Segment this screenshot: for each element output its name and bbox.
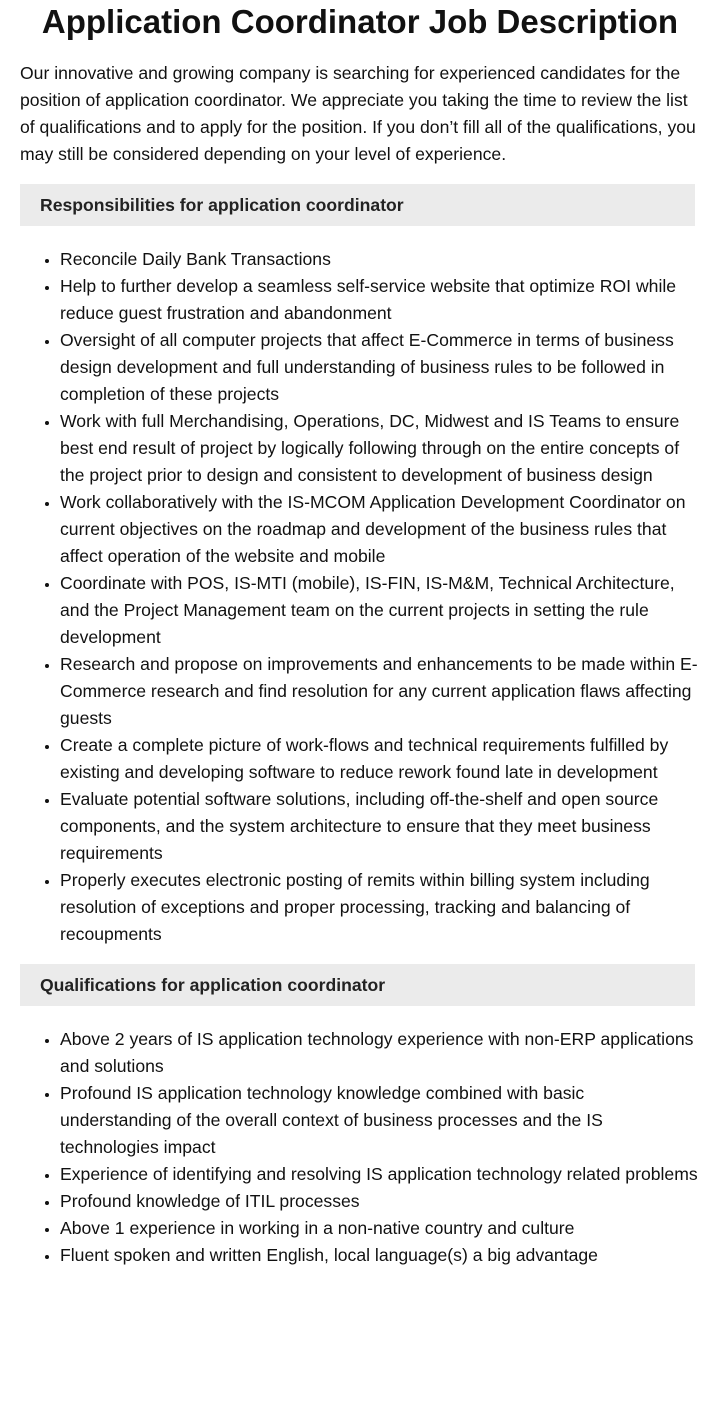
page-title: Application Coordinator Job Description (41, 3, 679, 40)
responsibilities-list (0, 246, 700, 948)
list-item: • Experience of identifying and resolving IS application technology related problems (60, 1161, 700, 1188)
list-item: • Profound knowledge of ITIL processes (60, 1188, 700, 1215)
list-item: • Properly executes electronic posting of remits within billing system including resolution of exceptions and proper processing, tracking and balancing of recoupments (60, 867, 700, 948)
qualifications-list (0, 1026, 700, 1269)
list-item: • Research and propose on improvements and enhancements to be made within E-Commerce research and find resolution for any current application flaws affecting guests (60, 651, 700, 732)
list-item: • Reconcile Daily Bank Transactions (60, 246, 700, 273)
list-item: • Coordinate with POS, IS-MTI (mobile), IS-FIN, IS-M&M, Technical Architecture, and the Project Management team on the current projects in setting the rule development (60, 570, 700, 651)
intro-paragraph: Our innovative and growing company is searching for experienced candidates for the position of application coordinator. We appreciate you taking the time to review the list of qualifications and to apply for the position. If you don’t fill all of the qualifications, you may still be considered depending on your level of experience. (20, 63, 696, 164)
list-item: • Profound IS application technology knowledge combined with basic understanding of the overall context of business processes and the IS technologies impact (60, 1080, 700, 1161)
list-item: • Work collaboratively with the IS-MCOM Application Development Coordinator on current objectives on the roadmap and development of the business rules that affect operation of the website and mobile (60, 489, 700, 570)
list-item: • Fluent spoken and written English, local language(s) a big advantage (60, 1242, 700, 1269)
list-item: • Create a complete picture of work-flows and technical requirements fulfilled by existing and developing software to reduce rework found late in development (60, 732, 700, 786)
list-item: • Oversight of all computer projects that affect E-Commerce in terms of business design development and full understanding of business rules to be followed in completion of these projects (60, 327, 700, 408)
list-item: • Evaluate potential software solutions, including off-the-shelf and open source components, and the system architecture to ensure that they meet business requirements (60, 786, 700, 867)
list-item: • Above 1 experience in working in a non-native country and culture (60, 1215, 700, 1242)
list-item: • Above 2 years of IS application technology experience with non-ERP applications and solutions (60, 1026, 700, 1080)
list-item: • Work with full Merchandising, Operations, DC, Midwest and IS Teams to ensure best end result of project by logically following through on the entire concepts of the project prior to design and consistent to development of business design (60, 408, 700, 489)
list-item: • Help to further develop a seamless self-service website that optimize ROI while reduce guest frustration and abandonment (60, 273, 700, 327)
responsibilities-heading: Responsibilities for application coordinator (20, 184, 695, 226)
qualifications-heading: Qualifications for application coordinator (20, 964, 695, 1006)
